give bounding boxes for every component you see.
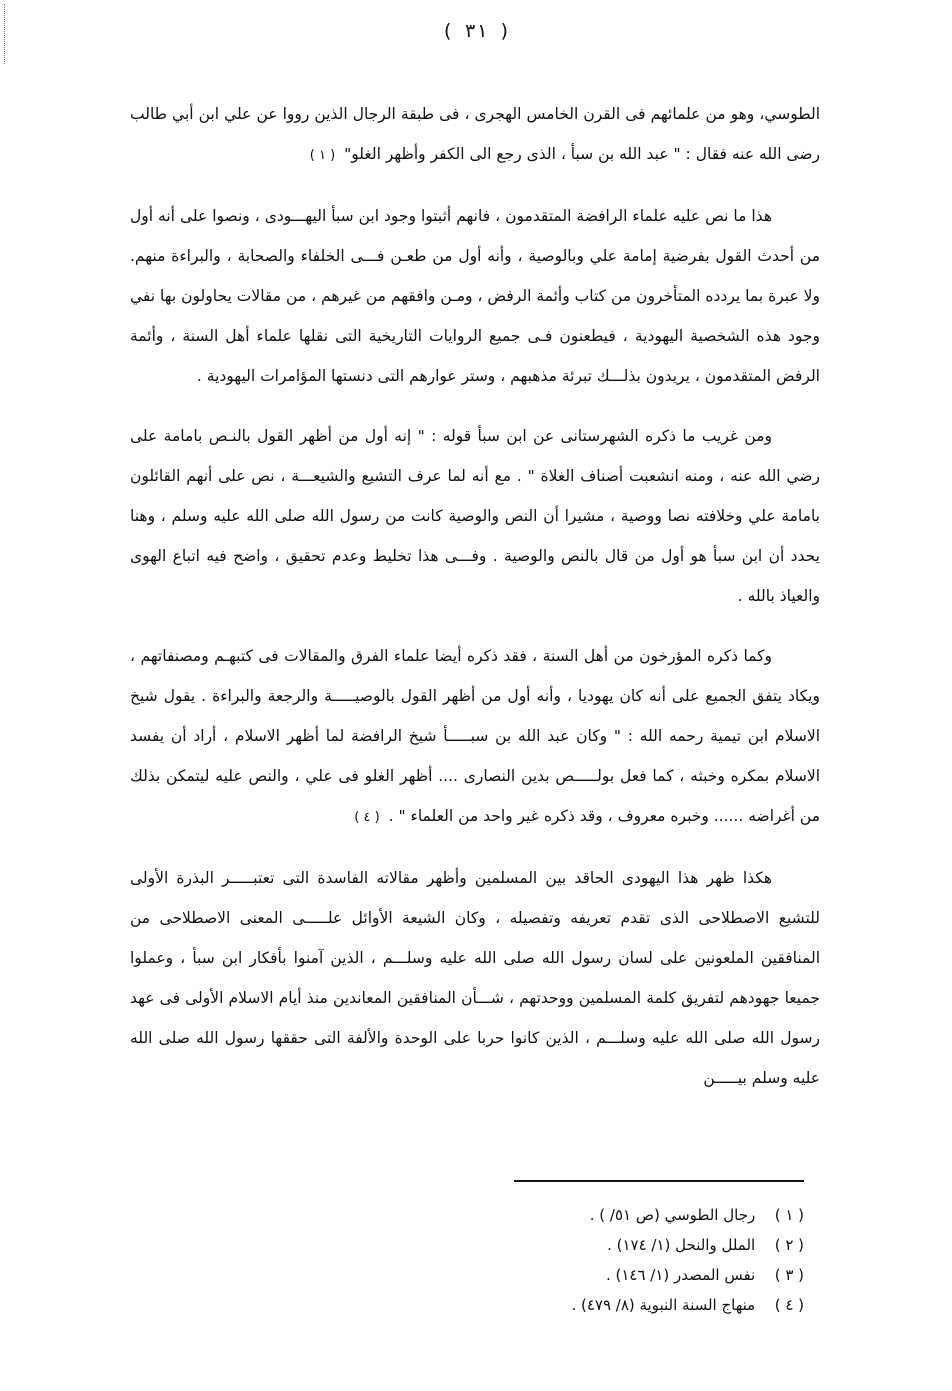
footnote-3: [440, 1260, 804, 1290]
paragraph-text: وكما ذكره المؤرخون من أهل السنة ، فقد ذكره أيضا علماء الفرق والمقالات فى كتبهـم ومصنفاتهم ، ويكاد يتفق الجميع على أنه كان يهوديا ، وأنه أول من أظهر القول بالوصيـــــة والرجعة والبراءة . يقول شيخ الاسلام ابن تيمية رحمه الله : " وكان عبد الله بن سبـــــأ شيخ الرافضة لما أظهر الاسلام ، أراد أن يفسد الاسلام بمكره وخبثه ، كما فعل بولـــــص بدين النصارى .... أظهر الغلو فى علي ، والنص عليه ليتمكن بذلك من أغراضه ...... وخبره معروف ، وقد ذكره غير واحد من العلماء " .: [130, 647, 820, 825]
paragraph-2: [130, 196, 820, 396]
footnote-number: ( ٢ ): [774, 1236, 804, 1254]
footnote-number: ( ٤ ): [774, 1296, 804, 1314]
footnote-text: رجال الطوسي (ص ٥١/ ) .: [589, 1206, 756, 1224]
footnote-text: منهاج السنة النبوية (٨/ ٤٧٩) .: [571, 1296, 756, 1314]
paragraph-text: الطوسي، وهو من علمائهم فى القرن الخامس الهجرى ، فى طبقة الرجال الذين رووا عن علي ابن أبي طالب رضى الله عنه فقال : " عبد الله بن سبأ ، الذى رجع الى الكفر وأظهر الغلو": [130, 105, 820, 163]
footnote-4: [440, 1290, 804, 1320]
paragraph-5: [130, 858, 820, 1098]
paragraph-text: هكذا ظهر هذا اليهودى الحاقد بين المسلمين وأظهر مقالاته الفاسدة التى تعتبـــــر البذرة الأولى للتشيع الاصطلاحى الذى تقدم تعريفه وتفصيله ، وكان الشيعة الأوائل علـــــى المعنى الاصطلاحى من المنافقين الملعونين على لسان رسول الله صلى الله عليه وسلـــم ، الذين آمنوا بأفكار ابن سبأ ، وعملوا جميعا جهودهم لتفريق كلمة المسلمين ووحدتهم ، شـــأن المنافقين المعاندين منذ أيام الاسلام الأولى فى عهد رسول الله صلى الله عليه وسلـــم ، الذين كانوا حربا على الوحدة والألفة التى حققها رسول الله صلى الله عليه وسلم بيـــــن: [130, 869, 820, 1087]
footnote-ref: ( ٤ ): [354, 810, 380, 825]
footnote-1: [440, 1200, 804, 1230]
paragraph-text: هذا ما نص عليه علماء الرافضة المتقدمون ، فانهم أثبتوا وجود ابن سبأ اليهـــودى ، ونصوا على أنه أول من أحدث القول بفرضية إمامة علي وبالوصية ، وأنه أول من طعـن فـــى الخلفاء والصحابة ، والبراءة منهم. ولا عبرة بما يردده المتأخرون من كتاب وأئمة الرفض ، ومـن وافقهم من غيرهم ، من مقالات يحاولون بها نفي وجود هذه الشخصية اليهودية ، فيطعنون فـى جميع الروايات التاريخية التى نقلها علماء أهل السنة ، وأئمة الرفض المتقدمون ، يريدون بذلـــك تبرئة مذهبهم ، وستر عوارهم التى دنستها المؤامرات اليهودية .: [130, 207, 820, 385]
footnotes: [440, 1200, 804, 1320]
footnote-text: نفس المصدر (١/ ١٤٦) .: [605, 1266, 756, 1284]
paragraph-text: ومن غريب ما ذكره الشهرستانى عن ابن سبأ قوله : " إنه أول من أظهر القول بالنـص بامامة على رضي الله عنه ، ومنه انشعبت أصناف الغلاة " . مع أنه لما عرف التشيع والشيعـــة ، نص على أنهم القائلون بامامة علي وخلافته نصا ووصية ، مشيرا أن النص والوصية كانت من رسول الله صلى الله عليه وسلم ، وهنا يحدد أن ابن سبأ هو أول من قال بالنص والوصية . وفـــى هذا تخليط وعدم تحقيق ، واضح فيه اتباع الهوى والعياذ بالله .: [130, 427, 820, 605]
footnote-ref: ( ١ ): [309, 148, 336, 163]
paragraph-3: [130, 416, 820, 616]
footnote-number: ( ١ ): [774, 1206, 804, 1224]
footnote-number: ( ٣ ): [774, 1266, 804, 1284]
paragraph-4: [130, 636, 820, 838]
footnote-2: [440, 1230, 804, 1260]
paragraph-1: [130, 94, 820, 176]
footnote-divider: [514, 1180, 804, 1182]
page-number: ( ٣١ ): [441, 20, 511, 42]
body-text: [130, 94, 820, 1118]
footnote-text: الملل والنحل (١/ ١٧٤) .: [607, 1236, 756, 1254]
